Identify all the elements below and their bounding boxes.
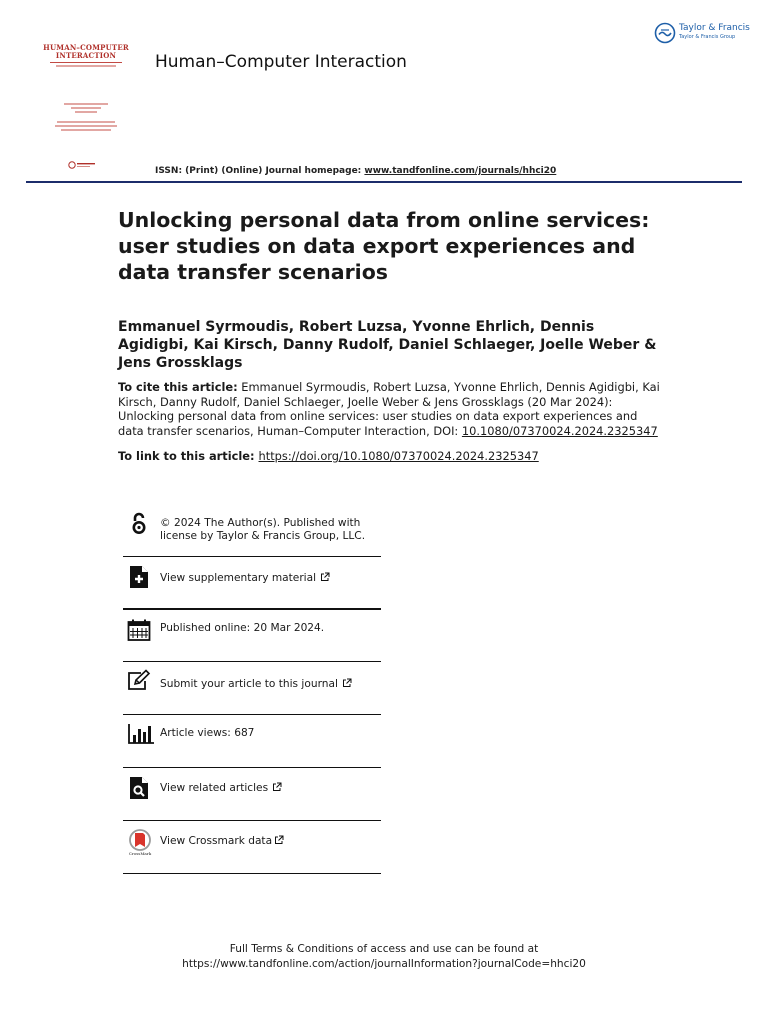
submit-row[interactable] xyxy=(123,662,381,715)
published-text: Published online: 20 Mar 2024. xyxy=(160,622,325,634)
external-link-icon xyxy=(342,678,352,688)
external-link-icon xyxy=(320,572,330,582)
views-row xyxy=(123,715,381,768)
issn-prefix: ISSN: (Print) (Online) Journal homepage: xyxy=(155,166,365,176)
crossmark-link[interactable]: View Crossmark data xyxy=(160,835,284,848)
supplementary-row[interactable] xyxy=(123,557,381,610)
external-link-icon xyxy=(274,835,284,845)
crossmark-row[interactable] xyxy=(123,821,381,874)
supplementary-link[interactable]: View supplementary material xyxy=(160,572,330,585)
issn-line xyxy=(155,166,556,176)
footer-terms-link[interactable]: https://www.tandfonline.com/action/journalInformation?journalCode=hhci20 xyxy=(182,957,586,970)
taylor-francis-mini-logo-icon xyxy=(68,160,98,170)
open-access-icon xyxy=(127,512,151,536)
document-plus-icon xyxy=(127,565,151,589)
article-link[interactable]: https://doi.org/10.1080/07370024.2024.2325347 xyxy=(258,449,539,463)
link-block xyxy=(118,449,663,463)
journal-homepage-link[interactable]: www.tandfonline.com/journals/hhci20 xyxy=(364,166,557,176)
external-link-icon xyxy=(272,782,282,792)
views-text: Article views: 687 xyxy=(160,727,255,739)
header-divider xyxy=(26,181,742,183)
license-row xyxy=(123,508,381,557)
published-row xyxy=(123,610,381,662)
doi-link[interactable]: 10.1080/07370024.2024.2325347 xyxy=(461,423,658,438)
citation-block xyxy=(118,380,663,438)
crossmark-badge-text: CrossMark xyxy=(128,851,152,856)
citation-text: Emmanuel Syrmoudis, Robert Luzsa, Yvonne Ehrlich, Dennis Agidigbi, Kai Kirsch, Danny Rudolf, Daniel Schlaeger, Joelle Weber & Jens Grossklags (20 Mar 2024): Unlocking personal data from online services: user studies on data export experiences and data transfer scenarios, Human–Computer Interaction, DOI: xyxy=(118,380,660,438)
article-authors: Emmanuel Syrmoudis, Robert Luzsa, Yvonne Ehrlich, Dennis Agidigbi, Kai Kirsch, Danny Rudolf, Daniel Schlaeger, Joelle Weber & Jens Grossklags xyxy=(118,319,657,371)
taylor-francis-logo-icon xyxy=(654,22,676,44)
submit-link[interactable]: Submit your article to this journal xyxy=(160,678,352,691)
document-search-icon xyxy=(127,776,151,800)
bar-chart-icon xyxy=(127,721,155,745)
citation-label: To cite this article: xyxy=(118,380,238,394)
calendar-icon xyxy=(127,618,151,642)
footer-terms xyxy=(0,942,768,971)
footer-line1: Full Terms & Conditions of access and use can be found at xyxy=(229,943,539,955)
related-row[interactable] xyxy=(123,768,381,821)
cover-title-line2: INTERACTION xyxy=(55,51,117,60)
journal-cover-thumbnail xyxy=(40,44,132,172)
journal-title: Human–Computer Interaction xyxy=(155,52,407,72)
publisher-logo[interactable] xyxy=(654,22,750,44)
publisher-sub: Taylor & Francis Group xyxy=(679,34,736,40)
edit-icon xyxy=(127,669,151,693)
publisher-name: Taylor & Francis xyxy=(679,23,750,33)
related-link[interactable]: View related articles xyxy=(160,782,282,795)
cover-title-line1: HUMAN–COMPUTER xyxy=(43,43,129,52)
link-label: To link to this article: xyxy=(118,449,259,463)
license-text: © 2024 The Author(s). Published with license by Taylor & Francis Group, LLC. xyxy=(160,517,366,542)
article-title: Unlocking personal data from online services: user studies on data export experiences and data transfer scenarios xyxy=(118,208,650,284)
